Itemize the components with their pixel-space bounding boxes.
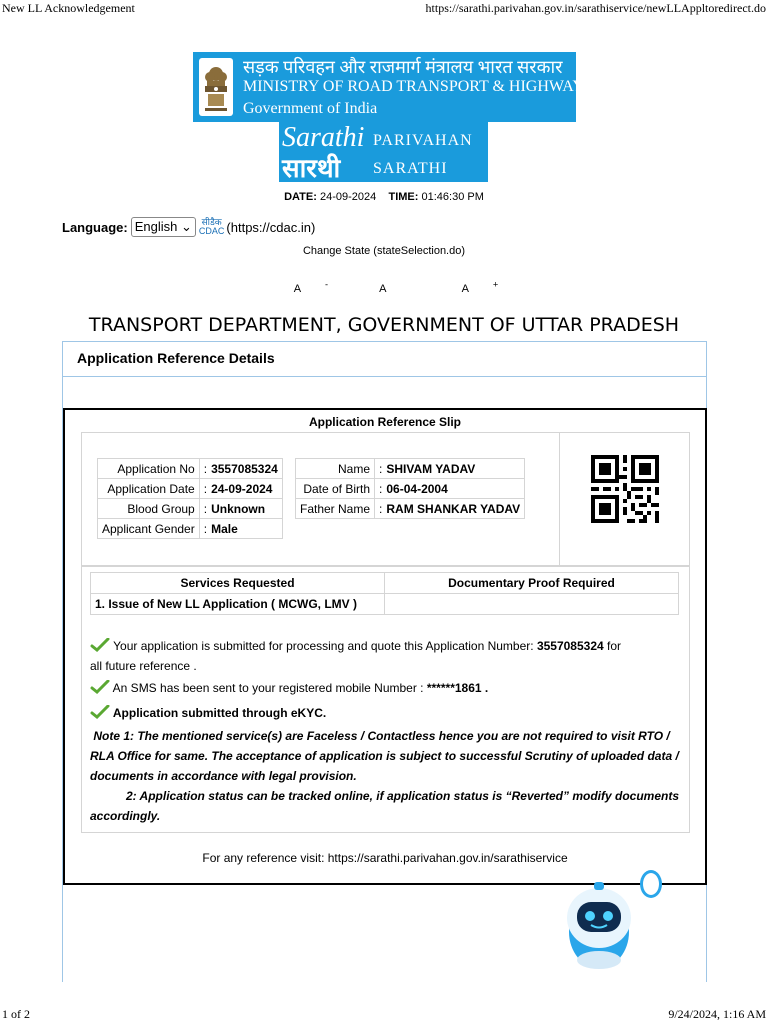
logo-parivahan: PARIVAHAN bbox=[373, 132, 473, 149]
proof-item bbox=[385, 594, 679, 615]
field-colon: : bbox=[375, 459, 383, 479]
time-value: 01:46:30 PM bbox=[421, 191, 484, 203]
table-row bbox=[296, 479, 525, 499]
language-row bbox=[62, 217, 315, 237]
print-datetime: 9/24/2024, 1:16 AM bbox=[668, 1007, 766, 1021]
proof-header: Documentary Proof Required bbox=[385, 573, 679, 594]
application-date: 24-09-2024 bbox=[207, 479, 282, 499]
font-increase-button[interactable] bbox=[438, 279, 499, 295]
font-decrease-button[interactable] bbox=[270, 279, 329, 295]
sarathi-en: Sarathi bbox=[282, 122, 365, 153]
field-colon: : bbox=[199, 459, 207, 479]
font-decrease-sup: - bbox=[325, 279, 329, 289]
table-row bbox=[98, 459, 283, 479]
department-title: TRANSPORT DEPARTMENT, GOVERNMENT OF UTTAR PRADESH bbox=[88, 314, 680, 336]
services-table bbox=[90, 572, 679, 615]
ministry-english: MINISTRY OF ROAD TRANSPORT & HIGHWAYS bbox=[243, 78, 593, 95]
field-label: Father Name bbox=[296, 499, 375, 519]
field-colon: : bbox=[199, 519, 207, 539]
government-of-india: Government of India bbox=[243, 100, 378, 117]
field-colon: : bbox=[375, 499, 383, 519]
change-state-link[interactable]: Change State (stateSelection.do) bbox=[302, 245, 466, 257]
national-emblem-icon bbox=[199, 58, 233, 116]
notes bbox=[90, 726, 680, 826]
date-of-birth: 06-04-2004 bbox=[382, 479, 524, 499]
date-value: 24-09-2024 bbox=[319, 191, 377, 203]
panel-title: Application Reference Details bbox=[63, 342, 706, 377]
font-size-controls bbox=[0, 279, 768, 295]
field-label: Blood Group bbox=[98, 499, 200, 519]
table-row bbox=[98, 479, 283, 499]
applicant-left-table bbox=[97, 458, 283, 539]
msg3-text: Application submitted through eKYC. bbox=[112, 706, 327, 720]
cdac-link[interactable]: (https://cdac.in) bbox=[226, 219, 316, 235]
table-row bbox=[98, 499, 283, 519]
field-colon: : bbox=[375, 479, 383, 499]
field-label: Application Date bbox=[98, 479, 200, 499]
table-row bbox=[91, 594, 679, 615]
language-select[interactable] bbox=[131, 217, 196, 237]
print-url: https://sarathi.parivahan.gov.in/sarathiservice/newLLAppltoredirect.do bbox=[425, 1, 766, 15]
services-header: Services Requested bbox=[91, 573, 385, 594]
blood-group: Unknown bbox=[207, 499, 282, 519]
qr-divider bbox=[559, 432, 560, 565]
table-row bbox=[296, 459, 525, 479]
cdac-english: CDAC bbox=[198, 226, 225, 236]
slip-title: Application Reference Slip bbox=[308, 415, 462, 429]
print-header bbox=[0, 0, 768, 16]
font-decrease-label: A bbox=[293, 282, 302, 295]
note-2: 2: Application status can be tracked online, if application status is “Reverted” modify documents accordingly. bbox=[90, 789, 680, 823]
field-label: Applicant Gender bbox=[98, 519, 200, 539]
cdac-logo[interactable] bbox=[199, 218, 225, 236]
field-colon: : bbox=[199, 479, 207, 499]
msg2-number: ******1861 . bbox=[426, 681, 489, 695]
field-colon: : bbox=[199, 499, 207, 519]
font-increase-label: A bbox=[461, 282, 469, 295]
language-selected: English bbox=[134, 219, 178, 234]
father-name: RAM SHANKAR YADAV bbox=[382, 499, 524, 519]
font-increase-sup: + bbox=[492, 279, 499, 289]
qr-code-icon bbox=[591, 454, 659, 524]
applicant-name: SHIVAM YADAV bbox=[382, 459, 524, 479]
field-label: Date of Birth bbox=[296, 479, 375, 499]
message-sms bbox=[90, 678, 680, 698]
check-icon bbox=[90, 680, 110, 694]
msg1-text: Your application is submitted for processing and quote this Application Number: bbox=[113, 639, 534, 653]
table-row bbox=[91, 573, 679, 594]
service-item: 1. Issue of New LL Application ( MCWG, LMV ) bbox=[91, 594, 385, 615]
ministry-hindi: सड़क परिवहन और राजमार्ग मंत्रालय भारत सरकार bbox=[243, 57, 563, 77]
table-row bbox=[98, 519, 283, 539]
print-footer bbox=[0, 1008, 768, 1024]
font-normal-button[interactable]: A bbox=[379, 282, 387, 295]
date-label: DATE: bbox=[284, 191, 317, 203]
date-time bbox=[0, 191, 768, 203]
reference-link: For any reference visit: https://sarathi.parivahan.gov.in/sarathiservice bbox=[202, 851, 568, 865]
field-label: Application No bbox=[98, 459, 200, 479]
print-title: New LL Acknowledgement bbox=[2, 1, 135, 15]
application-no: 3557085324 bbox=[207, 459, 282, 479]
message-ekyc bbox=[90, 703, 680, 723]
field-label: Name bbox=[296, 459, 375, 479]
page-number: 1 of 2 bbox=[2, 1007, 30, 1021]
table-row bbox=[296, 499, 525, 519]
applicant-gender: Male bbox=[207, 519, 282, 539]
cdac-hindi: सीडैक bbox=[201, 217, 222, 227]
msg2-text: An SMS has been sent to your registered mobile Number : bbox=[112, 681, 424, 695]
check-icon bbox=[90, 638, 110, 652]
sarathi-hi: सारथी bbox=[282, 154, 341, 183]
note-1: Note 1: The mentioned service(s) are Faceless / Contactless hence you are not required to visit RTO / RLA Office for same. The acceptance of application is subject to successful Scrutiny of uploaded data / documents in accordance with legal provision. bbox=[90, 729, 679, 783]
chatbot-icon[interactable] bbox=[563, 868, 663, 972]
message-submitted bbox=[90, 636, 680, 676]
time-label: TIME: bbox=[388, 191, 419, 203]
msg1-line2: all future reference . bbox=[90, 659, 197, 673]
logo-sarathi: SARATHI bbox=[373, 160, 448, 177]
language-label: Language: bbox=[62, 219, 128, 235]
msg1-post: for bbox=[607, 639, 622, 653]
check-icon bbox=[90, 705, 110, 719]
msg1-number: 3557085324 bbox=[536, 639, 604, 653]
ministry-banner bbox=[193, 52, 593, 122]
sarathi-logo bbox=[279, 122, 488, 182]
applicant-right-table bbox=[295, 458, 525, 519]
reference-slip bbox=[63, 408, 707, 885]
chevron-down-icon: ⌄ bbox=[181, 219, 192, 234]
